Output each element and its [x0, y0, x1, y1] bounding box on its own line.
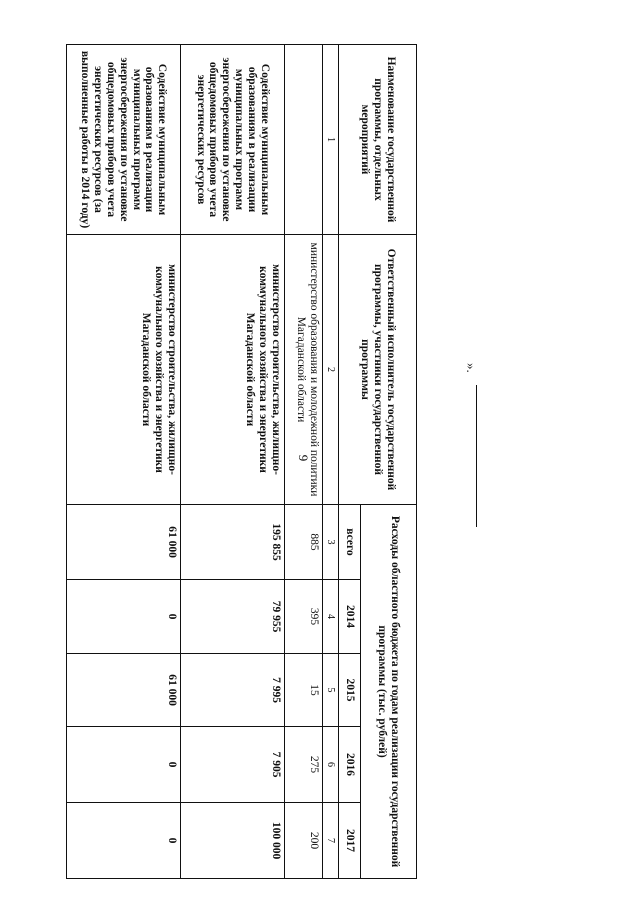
row-2016: 0 — [66, 727, 180, 803]
column-number: 1 — [322, 45, 338, 235]
row-total: 195 855 — [180, 505, 284, 580]
column-number: 6 — [322, 727, 338, 803]
closing-line — [476, 385, 477, 527]
row-executor: министерство строительства, жилищно-коммунального хозяйства и энергетики Магаданской области — [180, 235, 284, 505]
row-total: 61 000 — [66, 505, 180, 580]
row-2014: 0 — [66, 580, 180, 654]
header-year-2017: 2017 — [339, 803, 361, 879]
row-2017: 100 000 — [180, 803, 284, 879]
header-program-name: Наименование государственной программы, отдельных мероприятий — [339, 45, 417, 235]
column-number: 2 — [322, 235, 338, 505]
header-total: всего — [339, 505, 361, 580]
closing-quote-mark: ». — [464, 363, 479, 373]
row-2017: 0 — [66, 803, 180, 879]
row-executor: министерство строительства, жилищно-коммунального хозяйства и энергетики Магаданской области — [66, 235, 180, 505]
budget-table-container — [71, 44, 417, 878]
row-program-name: Содействие муниципальным образованиям в реализации муниципальных программ энергосбережения по установке общедомовых приборов учета энергетических ресурсов — [180, 45, 284, 235]
row-2014: 79 955 — [180, 580, 284, 654]
page-number: 9 — [296, 454, 311, 462]
row-2016: 275 — [284, 727, 322, 803]
header-executor: Ответственный исполнитель государственной программы, участники государственной программы — [339, 235, 417, 505]
row-program-name: Содействие муниципальным образованиям в реализации муниципальных программ энергосбережения по установке общедомовых приборов учета энергетических ресурсов (за выполненные работы в 2014 году) — [66, 45, 180, 235]
row-2015: 15 — [284, 654, 322, 727]
column-number: 5 — [322, 654, 338, 727]
row-2017: 200 — [284, 803, 322, 879]
column-number: 7 — [322, 803, 338, 879]
row-2014: 395 — [284, 580, 322, 654]
column-numbers-row — [322, 45, 338, 879]
header-expenses: Расходы областного бюджета по годам реализации государственной программы (тыс. рублей) — [361, 505, 417, 879]
header-year-2015: 2015 — [339, 654, 361, 727]
header-year-2016: 2016 — [339, 727, 361, 803]
column-number: 3 — [322, 505, 338, 580]
row-2016: 7 905 — [180, 727, 284, 803]
row-total: 885 — [284, 505, 322, 580]
table-row — [66, 45, 180, 879]
header-row — [361, 45, 417, 879]
header-year-2014: 2014 — [339, 580, 361, 654]
table-row — [284, 45, 322, 879]
row-2015: 61 000 — [66, 654, 180, 727]
row-executor: министерство образования и молодежной политики Магаданской области — [284, 235, 322, 505]
row-2015: 7 995 — [180, 654, 284, 727]
row-program-name — [284, 45, 322, 235]
table-row — [180, 45, 284, 879]
budget-table — [66, 44, 417, 879]
column-number: 4 — [322, 580, 338, 654]
